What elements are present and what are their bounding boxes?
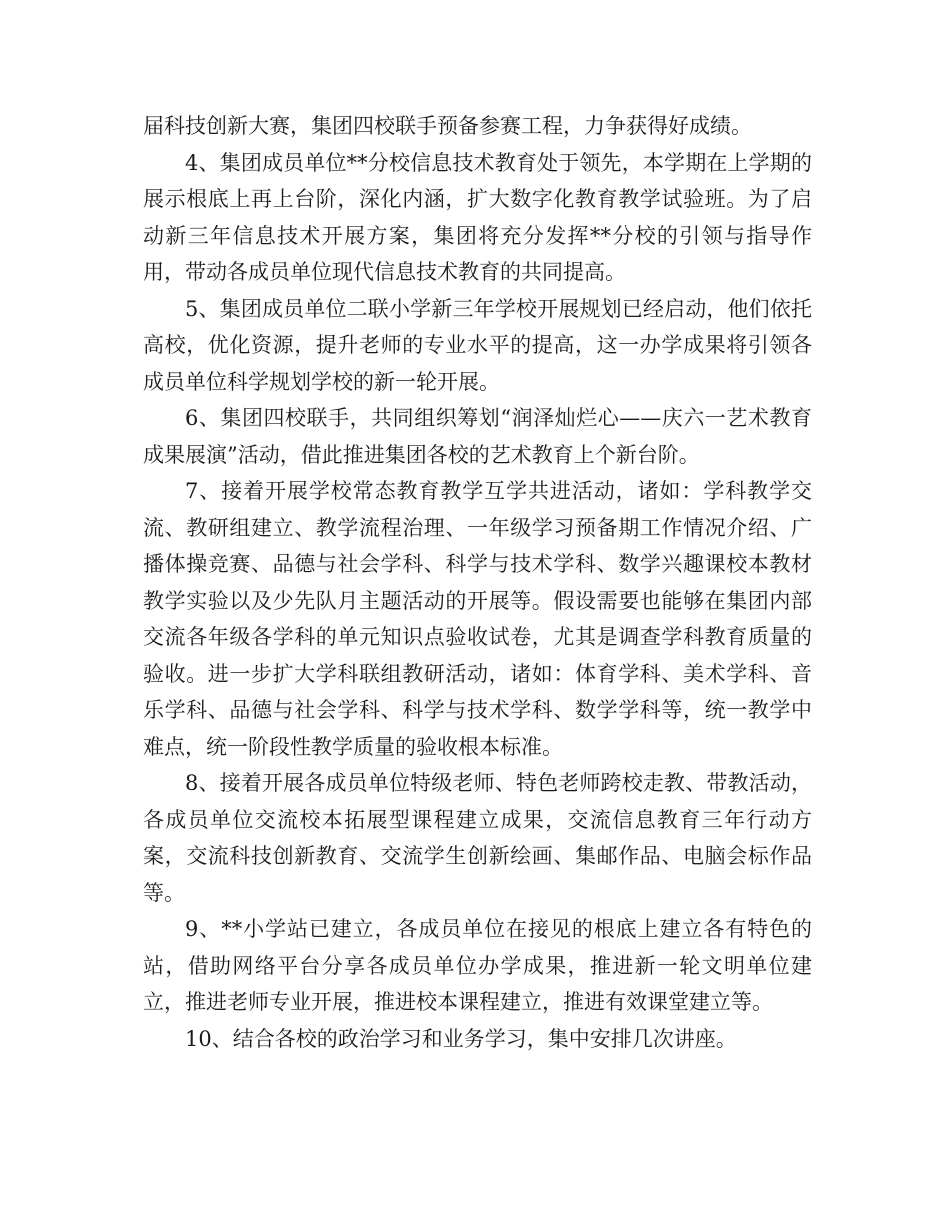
paragraph-item-9: 9、**小学站已建立，各成员单位在接见的根底上建立各有特色的站，借助网络平台分享各成员单位办学成果，推进新一轮文明单位建立，推进老师专业开展，推进校本课程建立，推进有效课堂建立等。 <box>143 917 812 1014</box>
paragraph-continuation: 届科技创新大赛，集团四校联手预备参赛工程，力争获得好成绩。 <box>143 114 752 138</box>
paragraph-item-5: 5、集团成员单位二联小学新三年学校开展规划已经启动，他们依托高校，优化资源，提升老师的专业水平的提高，这一办学成果将引领各成员单位科学规划学校的新一轮开展。 <box>143 296 812 394</box>
paragraph-item-8: 8、接着开展各成员单位特级老师、特色老师跨校走教、带教活动，各成员单位交流校本拓展型课程建立成果，交流信息教育三年行动方案，交流科技创新教育、交流学生创新绘画、集邮作品、电脑会标作品等。 <box>143 771 812 905</box>
paragraph-item-4: 4、集团成员单位**分校信息技术教育处于领先，本学期在上学期的展示根底上再上台阶，深化内涵，扩大数字化教育教学试验班。为了启动新三年信息技术开展方案，集团将充分发挥**分校的引领与指导作用，带动各成员单位现代信息技术教育的共同提高。 <box>143 150 812 284</box>
paragraph-item-10: 10、结合各校的政治学习和业务学习，集中安排几次讲座。 <box>185 1026 737 1051</box>
paragraph-item-7: 7、接着开展学校常态教育教学互学共进活动，诸如：学科教学交流、教研组建立、教学流程治理、一年级学习预备期工作情况介绍、广播体操竞赛、品德与社会学科、科学与技术学科、数学兴趣课校本教材教学实验以及少先队月主题活动的开展等。假设需要也能够在集团内部交流各年级各学科的单元知识点验收试卷，尤其是调查学科教育质量的验收。进一步扩大学科联组教研活动，诸如：体育学科、美术学科、音乐学科、品德与社会学科、科学与技术学科、数学学科等，统一教学中难点，统一阶段性教学质量的验收根本标准。 <box>143 479 812 759</box>
document-body <box>143 108 812 1057</box>
paragraph-item-6: 6、集团四校联手，共同组织筹划“润泽灿烂心——庆六一艺术教育成果展演”活动，借此推进集团各校的艺术教育上个新台阶。 <box>143 406 812 467</box>
